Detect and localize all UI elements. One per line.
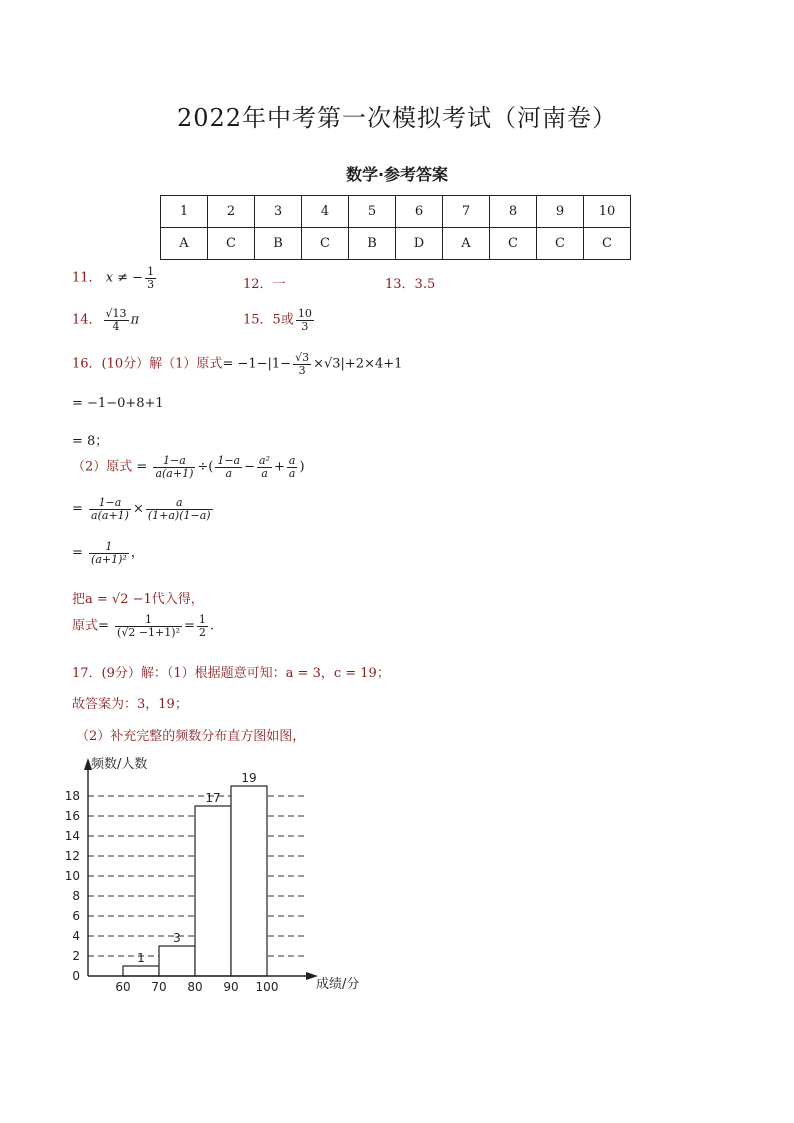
y-tick-label: 14 [64,829,80,843]
x-tick-label: 100 [255,980,279,994]
fraction [197,614,208,638]
fraction [257,455,272,479]
table-cell: 2 [208,196,255,228]
table-cell: 6 [396,196,443,228]
x-tick-label: 90 [223,980,239,994]
question-number: 13． [385,277,415,292]
table-cell: 5 [349,196,396,228]
table-cell: C [490,228,537,260]
table-cell: 7 [443,196,490,228]
answer-q15 [243,308,316,332]
denominator: a [288,466,296,480]
y-tick-label: 6 [72,909,80,923]
x-axis-label: 成绩/分 [316,977,360,992]
fraction [146,497,213,521]
fraction [89,541,129,565]
table-cell: 10 [584,196,631,228]
answer-text: 3.5 [414,277,436,292]
chart-bars [123,786,267,976]
table-cell: 1 [161,196,208,228]
numerator: 1−a [217,454,241,467]
question-number: 15． [243,312,273,328]
math-expression: ×√3|+2×4+1 [313,356,403,372]
denominator: (1+a)(1−a) [147,508,211,522]
numerator: 1 [147,265,155,278]
question-number: 11． [72,270,102,286]
answer-table [160,195,631,260]
bar-value-label: 19 [241,771,257,785]
q16-part2-line-1: （2）原式 = $\frac{1-a}{a(a+1)}$ ÷( $\frac{1-a}{a}$ − $\frac{\text{a²}}{a}$ + $\frac{a}{a}$ ) [72,454,305,480]
bar-value-label: 17 [205,791,221,805]
y-tick-label: 4 [72,929,80,943]
numerator: a [146,497,213,510]
pi-symbol: π [130,312,140,328]
answer-q13 [385,273,435,292]
denominator: 3 [147,277,155,291]
bar-value-label: 3 [173,931,181,945]
histogram-bar [123,966,159,976]
denominator: 3 [298,363,306,377]
y-tick-label: 10 [64,869,80,883]
numerator: 10 [297,307,312,320]
table-cell: 3 [255,196,302,228]
numerator: 1 [89,541,129,554]
q17-header: 17．(9分）解：（1）根据题意可知：a = 3，c = 19； [72,666,390,681]
table-cell: C [208,228,255,260]
page-title: 2022年中考第一次模拟考试（河南卷） [176,104,618,132]
numerator: a² [259,454,270,467]
q16-line-2: = −1−0+8+1 [72,396,164,411]
table-cell: C [302,228,349,260]
final-label: 原式 [72,618,99,634]
histogram-bar [159,946,195,976]
denominator: 3 [301,319,309,333]
question-header: 16．(10分）解（1）原式 [72,356,223,372]
math-expression: = −1−|1− [222,356,292,372]
table-cell: B [255,228,302,260]
y-tick-label: 16 [64,809,80,823]
numerator: 1−a [89,497,131,510]
table-cell: D [396,228,443,260]
q17-answer: 故答案为：3，19； [72,697,188,712]
histogram-bar [231,786,267,976]
fraction [115,614,182,638]
table-cell: 9 [537,196,584,228]
fraction [287,455,298,479]
table-cell: B [349,228,396,260]
denominator: a [225,466,233,480]
histogram-chart [0,740,794,1010]
numerator: 1 [198,613,206,626]
answer-q14 [72,308,139,332]
histogram-bar [195,806,231,976]
fraction [293,352,311,376]
denominator: a(a+1) [91,508,129,522]
y-tick-label: 18 [64,789,80,803]
answer-text: 一 [272,277,286,292]
denominator: 4 [112,319,120,333]
table-cell: A [161,228,208,260]
answer-q12 [243,273,286,292]
denominator: (√2 −1+1)² [117,625,180,639]
fraction [104,308,129,332]
bar-value-label: 1 [137,951,145,965]
numerator: √3 [295,351,310,364]
table-row-numbers [161,196,631,228]
x-tick-label: 70 [151,980,167,994]
math-expression: x ≠ − [105,270,144,286]
q16-part2-line-2: = $\frac{1-a}{a(a+1)}$ × $\frac{a}{(1+a)(1-a)}$ [72,496,211,522]
page-subtitle: 数学·参考答案 [345,165,449,184]
numerator: √13 [105,307,127,320]
fraction [215,455,242,479]
question-number: 14． [72,312,102,328]
q16-line-3: = 8； [72,434,109,449]
numerator: 1 [115,614,182,627]
q16-line-1 [72,352,402,376]
q16-substitution: 把a = √2 −1代入得， [72,592,204,607]
y-tick-label: 8 [72,889,80,903]
fraction [153,455,195,479]
operator: ÷( [197,459,214,475]
question-number: 12． [243,277,273,292]
table-row-answers [161,228,631,260]
x-tick-label: 60 [115,980,131,994]
table-cell: C [584,228,631,260]
table-cell: 8 [490,196,537,228]
y-axis-label: 频数/人数 [91,757,148,772]
fraction [296,308,314,332]
numerator: 1−a [153,455,195,468]
y-tick-label: 2 [72,949,80,963]
fraction [89,497,131,521]
denominator: (a+1)² [91,552,127,566]
table-cell: 4 [302,196,349,228]
y-tick-label: 0 [72,969,80,983]
q16-final: 原式= $\frac{1}{\text{(√2 −1+1)²}}$ = $\frac{1}{2}$ . [72,613,215,639]
y-tick-label: 12 [64,849,80,863]
table-cell: A [443,228,490,260]
fraction [145,266,156,290]
q16-part2-line-3: = $\frac{1}{\text{(a+1)²}}$ ， [72,540,144,566]
x-tick-label: 80 [187,980,203,994]
numerator: a [288,454,296,467]
table-cell: C [537,228,584,260]
question-header: （2）原式 [72,459,133,475]
answer-text: 5或 [272,312,294,328]
q17-part2: （2）补充完整的频数分布直方图如图， [76,729,306,744]
denominator: a [261,466,268,480]
denominator: 2 [198,625,206,639]
answer-q11 [72,266,158,290]
denominator: a(a+1) [155,466,194,480]
